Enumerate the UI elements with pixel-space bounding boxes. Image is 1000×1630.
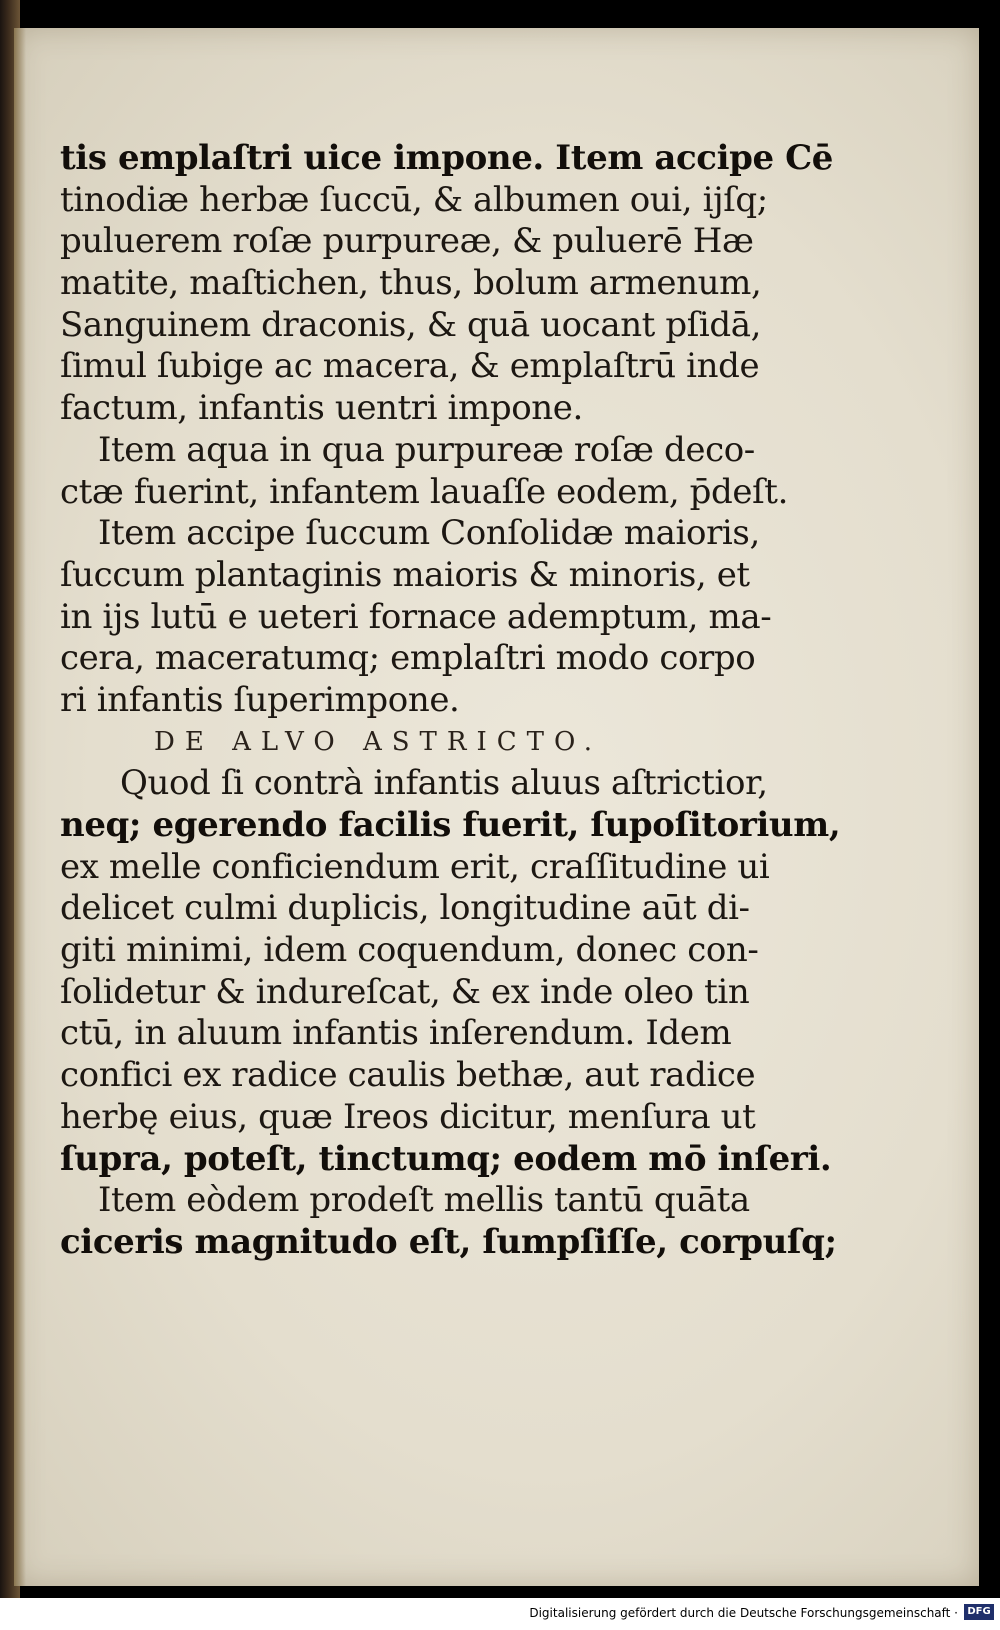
text-line: ſuccum plantaginis maioris & minoris, et xyxy=(60,554,750,595)
text-line: ctū, in aluum infantis inſerendum. Idem xyxy=(60,1013,732,1054)
text-line: in ijs lutū e ueteri fornace ademptum, ma- xyxy=(60,596,772,637)
digitization-footer xyxy=(0,1598,1000,1630)
text-line: confici ex radice caulis bethæ, aut radice xyxy=(60,1055,756,1096)
section-heading: DE ALVO ASTRICTO. xyxy=(154,726,603,757)
footer-credit: Digitalisierung gefördert durch die Deutsche Forschungsgemeinschaft · xyxy=(529,1606,958,1620)
text-line: Item aqua in qua purpureæ roſæ deco- xyxy=(98,429,755,470)
text-line: factum, infantis uentri impone. xyxy=(60,388,583,429)
page-gutter-shadow xyxy=(14,28,26,1586)
text-line: ctæ fuerint, infantem lauaſſe eodem, p̄deſt. xyxy=(60,471,788,512)
text-line: Quod ſi contrà infantis aluus aſtrictior, xyxy=(120,763,768,804)
text-line: ſimul ſubige ac macera, & emplaſtrū inde xyxy=(60,346,760,387)
text-line: delicet culmi duplicis, longitudine aūt di- xyxy=(60,888,750,929)
text-line: tinodiæ herbæ ſuccū, & albumen oui, ijſq; xyxy=(60,179,768,220)
text-line: cera, maceratumq; emplaſtri modo corpo xyxy=(60,638,756,679)
text-line: Sanguinem draconis, & quā uocant pſidā, xyxy=(60,304,762,345)
page-text-block xyxy=(60,138,841,1264)
text-line: ſupra, poteſt, tinctumq; eodem mō inſeri. xyxy=(60,1138,832,1179)
text-line: neq; egerendo facilis fuerit, ſupoſitorium, xyxy=(60,805,841,845)
text-line: tis emplaſtri uice impone. Item accipe Cē xyxy=(60,138,834,178)
text-line: ciceris magnitudo eſt, ſumpſiſſe, corpuſq; xyxy=(60,1221,837,1262)
text-line: giti minimi, idem coquendum, donec con- xyxy=(60,930,759,971)
text-line: Item accipe ſuccum Conſolidæ maioris, xyxy=(98,513,760,554)
text-line: matite, maſtichen, thus, bolum armenum, xyxy=(60,263,762,304)
text-line: ri infantis ſuperimpone. xyxy=(60,679,460,720)
text-line: ſolidetur & indureſcat, & ex inde oleo tin xyxy=(60,971,750,1012)
book-page xyxy=(14,28,979,1586)
text-line: Item eòdem prodeſt mellis tantū quāta xyxy=(98,1180,750,1221)
dfg-logo: DFG xyxy=(964,1604,994,1620)
text-line: puluerem roſæ purpureæ, & puluerē Hæ xyxy=(60,221,754,262)
text-line: herbę eius, quæ Ireos dicitur, menſura ut xyxy=(60,1096,756,1137)
text-line: ex melle conficiendum erit, craſſitudine ui xyxy=(60,846,770,887)
